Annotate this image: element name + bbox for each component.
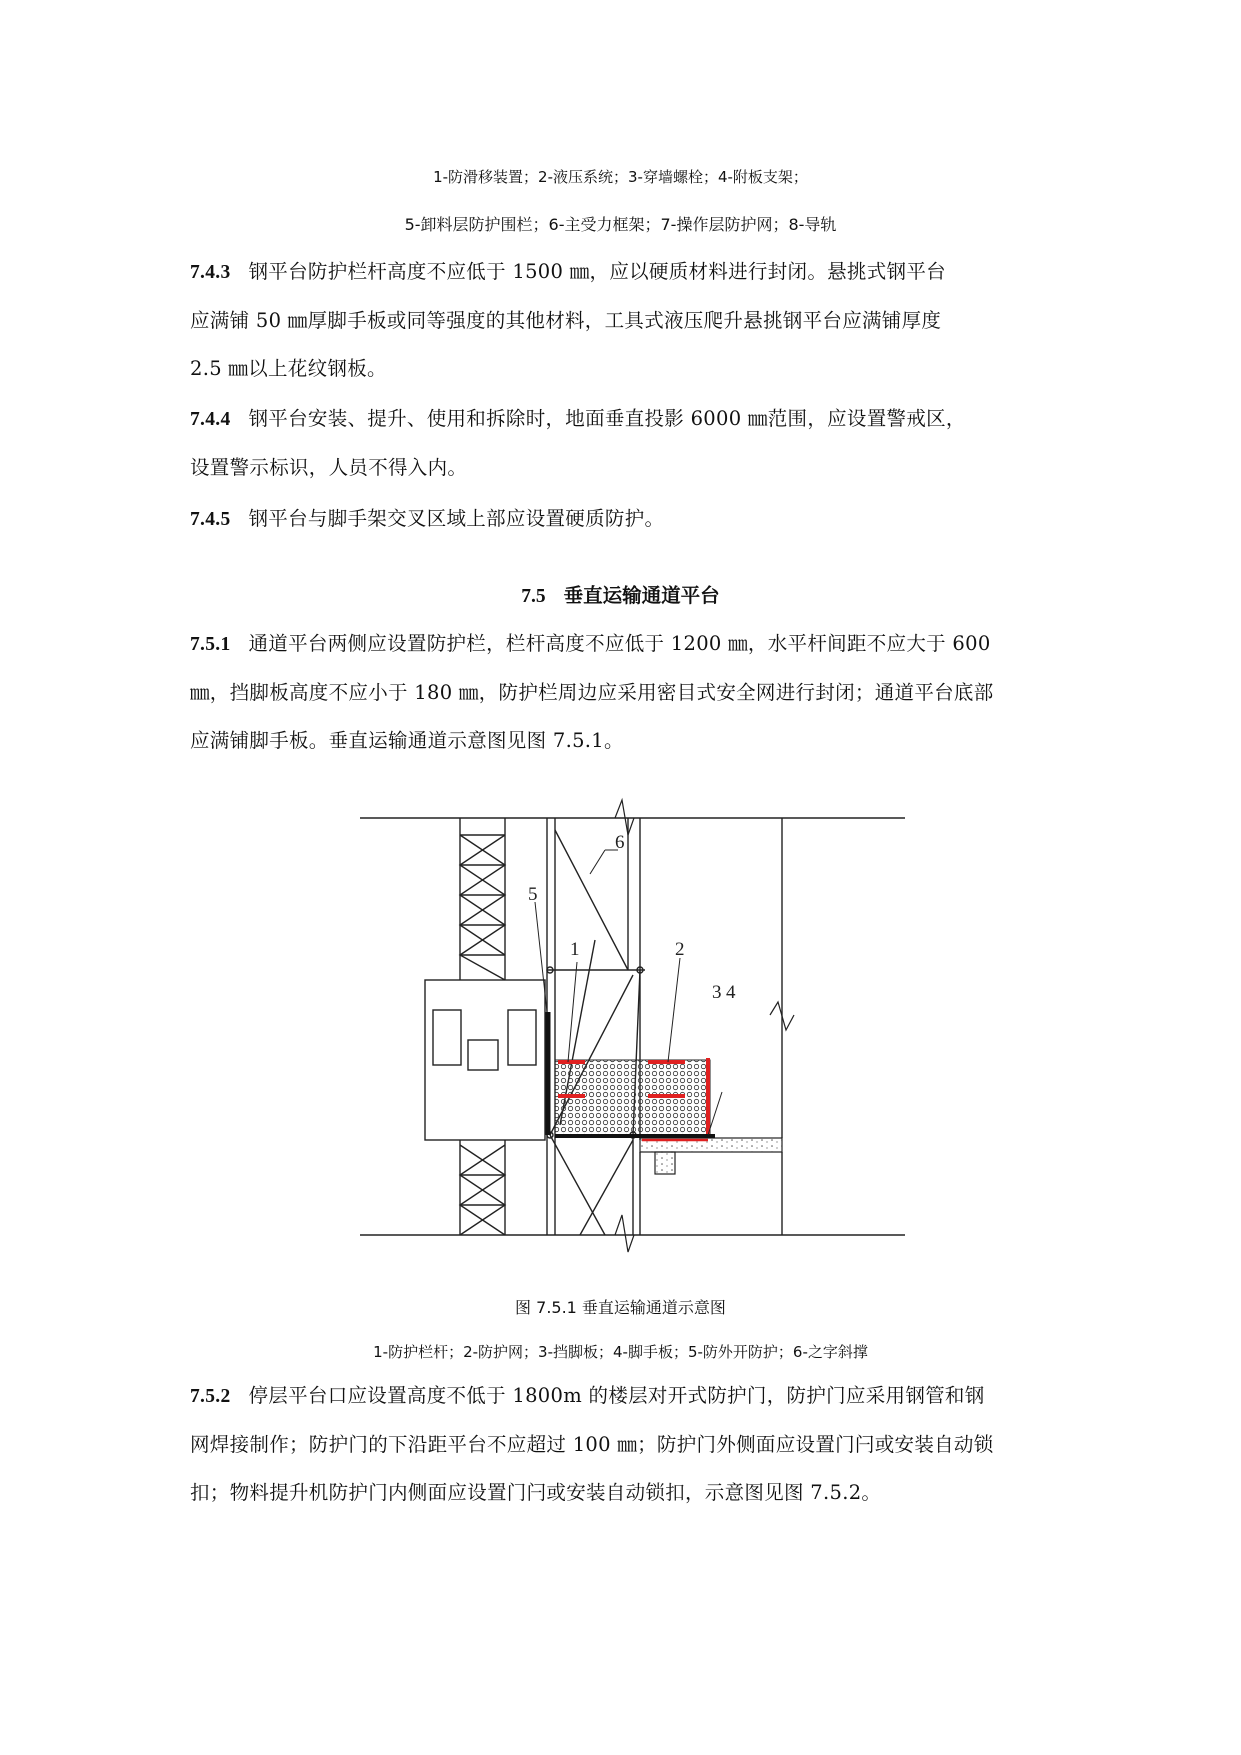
clause-text: 网焊接制作；防护门的下沿距平台不应超过 100 ㎜；防护门外侧面应设置门闩或安装自动锁 bbox=[190, 1433, 994, 1456]
clause-text: 钢平台与脚手架交叉区域上部应设置硬质防护。 bbox=[248, 507, 665, 530]
figure-legend: 1-防护栏杆；2-防护网；3-挡脚板；4-脚手板；5-防外开防护；6-之字斜撑 bbox=[373, 1343, 868, 1361]
clause-7-4-4 bbox=[190, 395, 1050, 492]
break-mark bbox=[615, 1215, 634, 1252]
clause-number: 7.5.2 bbox=[190, 1386, 231, 1407]
scaffold-frame bbox=[547, 818, 645, 1235]
label-1: 1 bbox=[570, 939, 580, 960]
figure-vertical-transport-channel bbox=[350, 790, 910, 1260]
clause-number: 7.4.4 bbox=[190, 409, 231, 430]
clause-text: 通道平台两侧应设置防护栏，栏杆高度不应低于 1200 ㎜，水平杆间距不应大于 600 bbox=[248, 632, 991, 655]
top-legend-line-2: 5-卸料层防护围栏；6-主受力框架；7-操作层防护网；8-导轨 bbox=[404, 215, 837, 234]
clause-7-4-5 bbox=[190, 495, 1050, 544]
section-title-7-5 bbox=[0, 580, 1241, 608]
clause-7-5-1 bbox=[190, 620, 1050, 765]
label-3: 3 bbox=[712, 982, 722, 1003]
clause-number: 7.4.5 bbox=[190, 509, 231, 530]
clause-text: 设置警示标识，人员不得入内。 bbox=[190, 456, 468, 479]
clause-text: ㎜，挡脚板高度不应小于 180 ㎜，防护栏周边应采用密目式安全网进行封闭；通道平台底部 bbox=[190, 681, 994, 704]
clause-text: 应满铺脚手板。垂直运输通道示意图见图 7.5.1。 bbox=[190, 729, 624, 752]
clause-text: 扣；物料提升机防护门内侧面应设置门闩或安装自动锁扣，示意图见图 7.5.2。 bbox=[190, 1481, 882, 1504]
label-2: 2 bbox=[675, 939, 685, 960]
section-number: 7.5 bbox=[521, 586, 546, 607]
clause-text: 钢平台防护栏杆高度不应低于 1500 ㎜，应以硬质材料进行封闭。悬挑式钢平台 bbox=[248, 260, 946, 283]
label-4: 4 bbox=[726, 982, 736, 1003]
floor-slab bbox=[640, 1138, 782, 1174]
section-heading: 垂直运输通道平台 bbox=[563, 584, 720, 607]
clause-number: 7.5.1 bbox=[190, 634, 231, 655]
clause-number: 7.4.3 bbox=[190, 262, 231, 283]
tower-mast bbox=[460, 818, 505, 1235]
label-6: 6 bbox=[615, 832, 625, 853]
label-5: 5 bbox=[528, 884, 538, 905]
clause-text: 钢平台安装、提升、使用和拆除时，地面垂直投影 6000 ㎜范围，应设置警戒区， bbox=[248, 407, 966, 430]
clause-text: 2.5 ㎜以上花纹钢板。 bbox=[190, 357, 387, 380]
clause-text: 停层平台口应设置高度不低于 1800m 的楼层对开式防护门，防护门应采用钢管和钢 bbox=[248, 1384, 985, 1407]
clause-text: 应满铺 50 ㎜厚脚手板或同等强度的其他材料，工具式液压爬升悬挑钢平台应满铺厚度 bbox=[190, 309, 942, 332]
clause-7-4-3 bbox=[190, 248, 1050, 393]
clause-7-5-2 bbox=[190, 1372, 1050, 1517]
figure-caption: 图 7.5.1 垂直运输通道示意图 bbox=[515, 1298, 726, 1317]
hoist-cage bbox=[425, 980, 545, 1140]
top-legend-line-1: 1-防滑移装置；2-液压系统；3-穿墙螺栓；4-附板支架； bbox=[433, 168, 808, 186]
